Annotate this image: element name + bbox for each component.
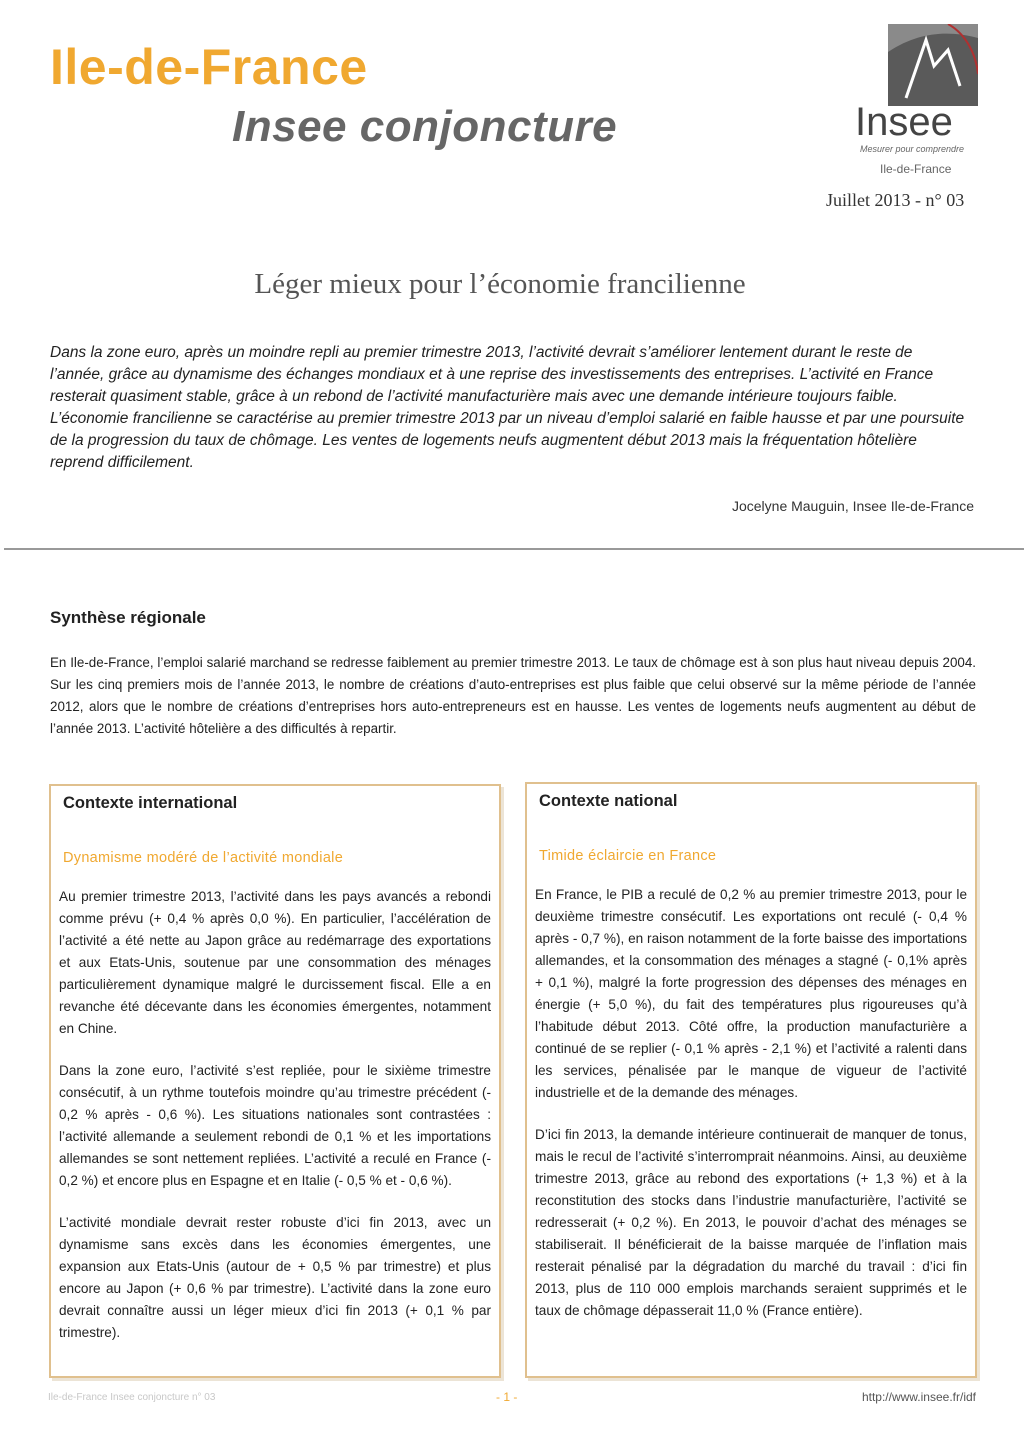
region-title: Ile-de-France [50, 39, 368, 95]
box-subtitle: Timide éclaircie en France [539, 848, 717, 864]
footer-link[interactable]: http://www.insee.fr/idf [861, 1390, 976, 1404]
insee-logo-icon [888, 24, 978, 106]
box-title: Contexte international [63, 794, 238, 812]
box-paragraph: D’ici fin 2013, la demande intérieure continuerait de manquer de tonus, mais le recul de l’activité s’interromprait néanmoins. Ainsi, au deuxième trimestre 2013, grâce au rebond des exportations (+ 1,3 %) et à la reconstitution des stocks dans l’industrie manufacturière, l’activité se redresserait (+ 0,2 %). En 2013, le pouvoir d’achat des ménages se stabiliserait. Il bénéficierait de la baisse marquée de l’inflation mais resterait pénalisé par la dégradation du marché du travail : d’ici fin 2013, plus de 110 000 emplois marchands seraient supprimés et le taux de chômage dépasserait 11,0 % (France entière). [535, 1127, 967, 1318]
divider [4, 548, 1024, 550]
lead-paragraph: L’économie francilienne se caractérise au premier trimestre 2013 par un niveau d’emploi salarié en faible hausse et par une poursuite de la progression du taux de chômage. Les ventes de logements neufs augmentent début 2013 mais la fréquentation hôtelière reprend difficilement. [50, 410, 965, 471]
box-title: Contexte national [539, 792, 678, 810]
box-body [59, 886, 491, 1364]
headline: Léger mieux pour l’économie francilienne [254, 268, 746, 300]
national-context-box [525, 782, 977, 1378]
box-paragraph: Au premier trimestre 2013, l’activité dans les pays avancés a rebondi comme prévu (+ 0,4 % après 0,0 %). En particulier, l’accélération de l’activité a été nette au Japon grâce au redémarrage des exportations et aux Etats-Unis, soutenue par une consommation des ménages particulièrement dynamique malgré le durcissement fiscal. Elle a en revanche été décevante dans les économies émergentes, notamment en Chine. [59, 889, 491, 1036]
lead-paragraph: Dans la zone euro, après un moindre repli au premier trimestre 2013, l’activité devrait s’améliorer lentement durant le reste de l’année, grâce au dynamisme des échanges mondiaux et à une reprise des investissements des entreprises. L’activité en France resterait quasiment stable, grâce à un rebond de l’activité manufacturière mais avec une demande intérieure toujours faible. [50, 344, 934, 405]
insee-logo-wordmark: Insee [855, 100, 953, 144]
box-body [535, 884, 967, 1342]
author: Jocelyne Mauguin, Insee Ile-de-France [731, 498, 974, 514]
page-number: - 1 - [496, 1390, 518, 1404]
box-subtitle: Dynamisme modéré de l’activité mondiale [63, 850, 344, 866]
box-paragraph: En France, le PIB a reculé de 0,2 % au premier trimestre 2013, pour le deuxième trimestre consécutif. Les exportations ont reculé (- 0,4 % après - 0,7 %), en raison notamment de la forte baisse des importations allemandes, et la consommation des ménages a stagné (- 0,1% après + 0,1 %), malgré la forte progression des dépenses des ménages en énergie (+ 5,0 %), du fait des températures plus rigoureuses qu’à l’habitude début 2013. Côté offre, la production manufacturière a continué de se replier (- 0,1 % après - 2,1 %) et l’activité a ralenti dans les services, pénalisée par le manque de vigueur de l’activité industrielle et de la demande des ménages. [535, 887, 967, 1100]
publication-title: Insee conjoncture [232, 102, 618, 151]
box-paragraph: Dans la zone euro, l’activité s’est repliée, pour le sixième trimestre consécutif, à un rythme toutefois moindre qu’au trimestre précédent (- 0,2 % après - 0,6 %). Les situations nationales sont contrastées : l’activité allemande a seulement rebondi de 0,1 % et les importations allemandes se sont nettement repliées. L’activité a reculé en France (- 0,2 %) et encore plus en Espagne et en Italie (- 0,5 % et - 0,6 %). [59, 1063, 491, 1188]
international-context-box [49, 784, 501, 1378]
issue-date: Juillet 2013 - n° 03 [826, 190, 965, 210]
logo-tagline: Mesurer pour comprendre [860, 144, 965, 154]
footer-publication: Ile-de-France Insee conjoncture n° 03 [48, 1392, 216, 1403]
section-title: Synthèse régionale [50, 608, 206, 627]
logo-region: Ile-de-France [880, 162, 952, 176]
lead-paragraphs [50, 342, 970, 474]
box-paragraph: L’activité mondiale devrait rester robuste d’ici fin 2013, avec un dynamisme sans excès dans les économies émergentes, une expansion aux Etats-Unis (autour de + 0,5 % par trimestre) et plus encore au Japon (+ 0,6 % par trimestre). L’activité dans la zone euro devrait connaître aussi un léger mieux d’ici fin 2013 (+ 0,1 % par trimestre). [59, 1215, 491, 1340]
synthesis-text: En Ile-de-France, l’emploi salarié marchand se redresse faiblement au premier trimestre 2013. Le taux de chômage est à son plus haut niveau depuis 2004. Sur les cinq premiers mois de l’année 2013, le nombre de créations d’auto-entreprises est plus faible que celui observé sur la même période de l’année 2012, alors que le nombre de créations d’entreprises hors auto-entrepreneurs est en hausse. Les ventes de logements neufs augmentent au début de l’année 2013. L’activité hôtelière a des difficultés à repartir. [50, 655, 976, 736]
